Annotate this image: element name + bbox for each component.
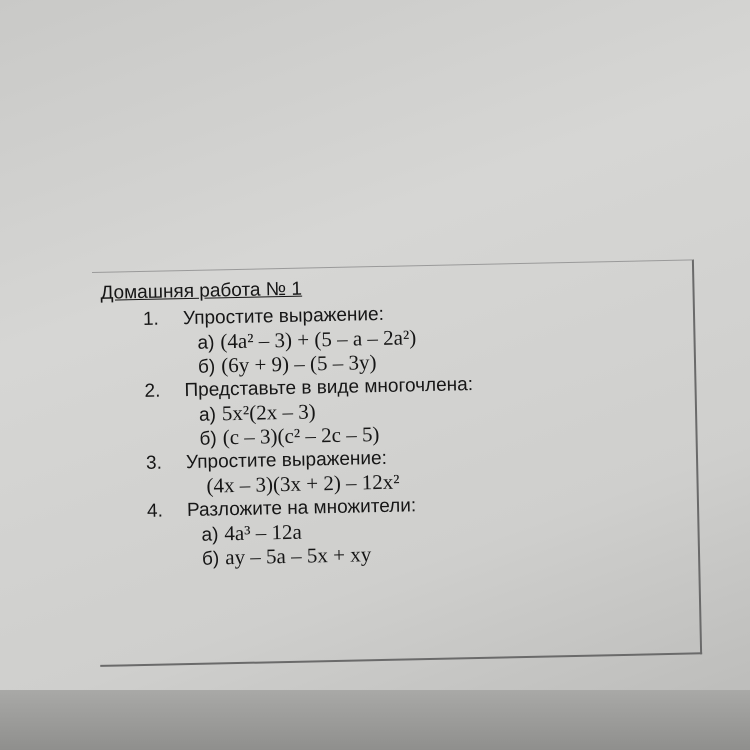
math-expression: 5x²(2x – 3) <box>221 399 316 426</box>
item-label: б) <box>197 356 216 378</box>
math-expression: (4x – 3)(3x + 2) – 12x² <box>206 469 400 498</box>
task-number: 4. <box>146 500 164 522</box>
task-instruction: Упростите выражение: <box>185 447 388 474</box>
homework-content <box>100 273 477 573</box>
task-instruction: Представьте в виде многочлена: <box>184 374 474 402</box>
task-number: 3. <box>145 452 163 474</box>
homework-sheet <box>92 259 702 667</box>
task-instruction: Разложите на множители: <box>186 495 417 522</box>
task-number: 2. <box>144 380 161 402</box>
math-expression: (4a² – 3) + (5 – a – 2a²) <box>220 325 417 354</box>
task-1 <box>143 301 473 380</box>
task-item <box>202 541 477 571</box>
item-label: а) <box>198 404 217 426</box>
math-expression: (6y + 9) – (5 – 3y) <box>220 350 377 378</box>
item-label: б) <box>199 428 217 450</box>
task-number: 1. <box>142 308 160 330</box>
task-instruction: Упростите выражение: <box>182 303 385 330</box>
desk-edge <box>0 690 750 750</box>
task-3 <box>146 445 475 500</box>
item-label: б) <box>201 548 220 570</box>
task-2 <box>144 373 474 452</box>
item-label: а) <box>197 332 215 354</box>
homework-title: Домашняя работа № 1 <box>100 278 303 304</box>
item-label: а) <box>201 524 219 546</box>
task-4 <box>147 493 477 572</box>
math-expression: 4a³ – 12a <box>224 519 303 546</box>
math-expression: (c – 3)(c² – 2c – 5) <box>222 422 380 450</box>
math-expression: ay – 5a – 5x + xy <box>224 542 372 570</box>
